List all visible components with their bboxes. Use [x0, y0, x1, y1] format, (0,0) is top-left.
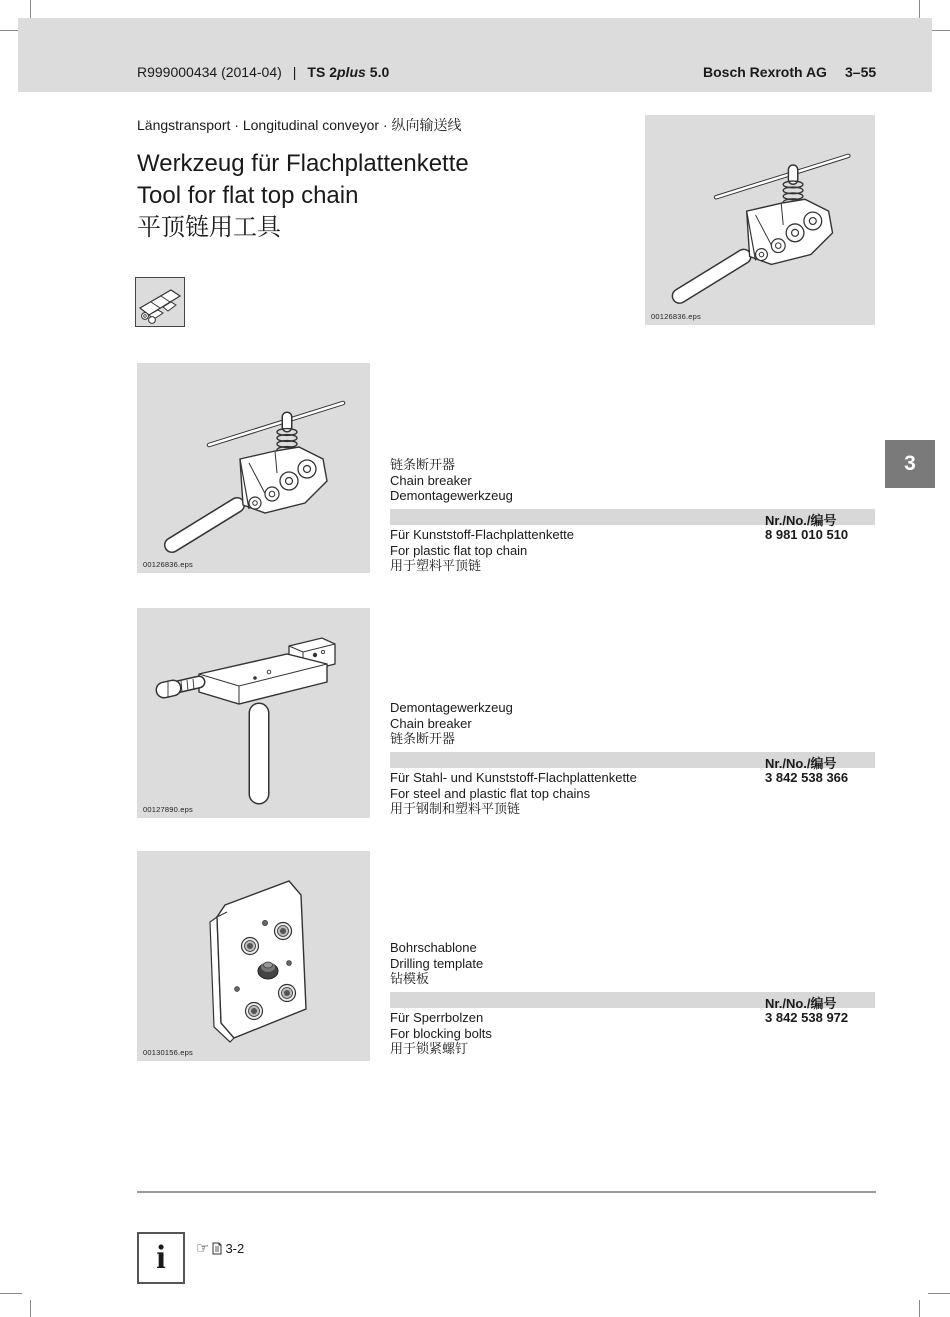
product-title-line: Demontagewerkzeug [390, 700, 513, 715]
part-number-column-header: Nr./No./编号 [765, 513, 837, 528]
header-separator: | [292, 64, 297, 80]
part-description-line: 用于钢制和塑料平顶链 [390, 801, 521, 816]
crop-mark [30, 1300, 31, 1317]
product-title-line: Demontagewerkzeug [390, 488, 513, 503]
crop-mark [919, 0, 920, 18]
document-icon [212, 1242, 222, 1255]
product-image-drilling-template [137, 851, 370, 1061]
product-title-line: Chain breaker [390, 472, 472, 488]
image-caption: 00127890.eps [143, 805, 193, 814]
chain-breaker-drawing [645, 115, 875, 325]
part-number: 8 981 010 510 [765, 527, 849, 542]
image-caption: 00126836.eps [143, 560, 193, 569]
part-number-column-header: Nr./No./编号 [765, 996, 837, 1011]
part-row [390, 1010, 875, 1057]
info-box [137, 1232, 185, 1284]
chapter-tab: 3 [885, 440, 935, 488]
hero-product-image [645, 115, 875, 325]
part-description-line: For blocking bolts [390, 1025, 492, 1041]
crop-mark [919, 1300, 920, 1317]
product-title-line: Chain breaker [390, 715, 472, 731]
pointing-hand-icon: ☞ [196, 1240, 210, 1257]
chain-breaker-drawing [137, 363, 370, 573]
header-band [18, 18, 932, 92]
footer-reference-text: 3-2 [225, 1241, 245, 1256]
page-title-en: Tool for flat top chain [137, 182, 359, 209]
part-description-line: Für Kunststoff-Flachplattenkette [390, 527, 575, 542]
part-description-line: Für Stahl- und Kunststoff-Flachplattenkette [390, 770, 637, 785]
product-titles [390, 457, 513, 504]
product-title-line: 钻模板 [390, 971, 430, 986]
part-number: 3 842 538 366 [765, 770, 849, 785]
series-prefix: TS 2 [307, 64, 337, 80]
page-number: 3–55 [845, 64, 877, 80]
image-caption: 00130156.eps [143, 1048, 193, 1057]
product-title-line: Drilling template [390, 955, 484, 971]
product-titles [390, 940, 483, 987]
series-name [307, 64, 389, 80]
product-image-dismantling-tool [137, 608, 370, 818]
page-title [137, 148, 469, 244]
product-image-chain-breaker [137, 363, 370, 573]
product-title-line: Bohrschablone [390, 940, 477, 955]
flat-top-chain-thumbnail [135, 277, 185, 327]
series-suffix: 5.0 [369, 64, 390, 80]
part-number-column-header: Nr./No./编号 [765, 756, 837, 771]
section-subtitle: Längstransport · Longitudinal conveyor · 纵向输送线 [137, 117, 462, 133]
crop-mark [0, 1293, 22, 1294]
image-caption: 00126836.eps [651, 312, 701, 321]
page-title-de: Werkzeug für Flachplattenkette [137, 150, 469, 177]
part-number-header-bar [390, 992, 875, 1011]
info-icon: i [156, 1239, 166, 1276]
footer-divider [137, 1191, 876, 1193]
part-description-line: 用于锁紧螺钉 [390, 1041, 469, 1056]
part-description-line: Für Sperrbolzen [390, 1010, 484, 1025]
part-row [390, 527, 875, 574]
series-italic: plus [337, 64, 366, 80]
part-description-line: For plastic flat top chain [390, 542, 528, 558]
part-number: 3 842 538 972 [765, 1010, 849, 1025]
page-title-zh: 平顶链用工具 [137, 214, 281, 241]
dismantling-tool-drawing [137, 608, 370, 818]
part-description-line: For steel and plastic flat top chains [390, 785, 591, 801]
part-number-header-bar [390, 752, 875, 771]
header-left [137, 64, 389, 80]
part-number-header-bar [390, 509, 875, 528]
company-name: Bosch Rexroth AG [703, 64, 827, 80]
product-titles [390, 700, 513, 747]
crop-mark [30, 0, 31, 18]
flat-top-chain-icon [136, 278, 184, 326]
footer-reference [196, 1241, 244, 1256]
part-row [390, 770, 875, 817]
crop-mark [928, 1293, 950, 1294]
document-number: R999000434 (2014-04) [137, 64, 282, 80]
product-title-line: 链条断开器 [390, 731, 456, 746]
product-title-line: 链条断开器 [390, 457, 456, 472]
drilling-template-drawing [137, 851, 370, 1061]
part-description-line: 用于塑料平顶链 [390, 558, 482, 573]
